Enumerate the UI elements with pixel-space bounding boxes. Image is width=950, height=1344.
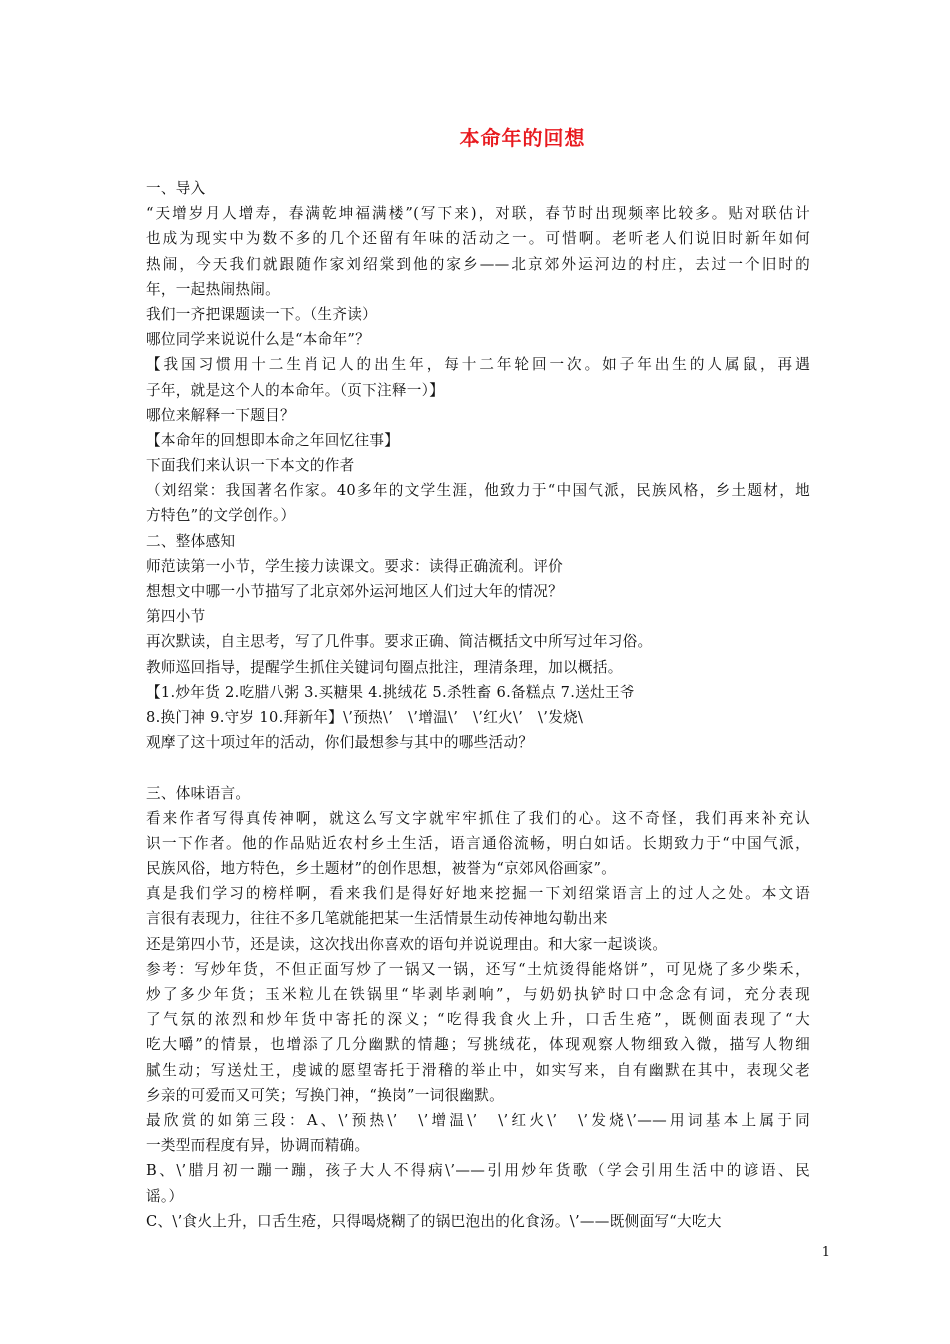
text-line: 二、整体感知 [146,532,236,550]
page-number: 1 [821,1245,830,1260]
text-line: “天增岁月人增寿，春满乾坤福满楼”(写下来)，对联，春节时出现频率比较多。贴对联估计 [146,205,810,223]
text-line: 民族风俗，地方特色，乡土题材”的创作思想，被誉为“京郊风俗画家”。 [146,860,617,878]
text-line: 也成为现实中为数不多的几个还留有年味的活动之一。可惜啊。老听老人们说旧时新年如何 [146,230,810,248]
text-line: 再次默读，自主思考，写了几件事。要求正确、简洁概括文中所写过年习俗。 [146,633,653,651]
document-body [146,176,810,1234]
text-line: 最欣赏的如第三段：A、\’预热\’ \’增温\’ \’红火\’ \’发烧\’——用词基本上属于同 [146,1111,810,1129]
text-line: 教师巡回指导，提醒学生抓住关键词句圈点批注，理清条理，加以概括。 [146,658,623,676]
text-line: 看来作者写得真传神啊，就这么写文字就牢牢抓住了我们的心。这不奇怪，我们再来补充认 [146,809,810,827]
text-line: 第四小节 [146,608,206,626]
blank-line [146,755,810,780]
text-line: 观摩了这十项过年的活动，你们最想参与其中的哪些活动？ [146,734,534,752]
text-line: 热闹，今天我们就跟随作家刘绍棠到他的家乡——北京郊外运河边的村庄，去过一个旧时的 [146,255,810,273]
text-line: 我们一齐把课题读一下。（生齐读） [146,305,378,323]
text-line: 下面我们来认识一下本文的作者 [146,457,355,475]
text-line: 方特色”的文学创作。） [146,507,296,525]
text-line: 【1.炒年货 2.吃腊八粥 3.买糖果 4.挑绒花 5.杀牲畜 6.备糕点 7.送灶王爷 [146,683,635,701]
text-line: 三、体味语言。 [146,784,251,802]
text-line: 腻生动；写送灶王，虔诚的愿望寄托于滑稽的举止中，如实写来，自有幽默在其中，表现父老 [146,1061,810,1079]
text-line: 识一下作者。他的作品贴近农村乡土生活，语言通俗流畅，明白如话。长期致力于“中国气派， [146,834,810,852]
text-line: 哪位同学来说说什么是“本命年”？ [146,331,371,349]
text-line: 真是我们学习的榜样啊，看来我们是得好好地来挖掘一下刘绍棠语言上的过人之处。本文语 [146,885,810,903]
text-line: （刘绍棠：我国著名作家。40多年的文学生涯，他致力于“中国气派，民族风格，乡土题材，地 [146,482,810,500]
text-line: 一类型而程度有异，协调而精确。 [146,1137,370,1155]
text-line: 【本命年的回想即本命之年回忆往事】 [146,431,400,449]
text-line: 炒了多少年货；玉米粒儿在铁锅里“毕剥毕剥响”，与奶奶执铲时口中念念有词，充分表现 [146,986,810,1003]
text-line: 8.换门神 9.守岁 10.拜新年】\’预热\’ \’增温\’ \’红火\’ \’发烧\ [146,708,584,726]
text-line: B、\’腊月初一蹦一蹦，孩子大人不得病\’——引用炒年货歌（学会引用生活中的谚语、民 [146,1162,810,1180]
text-line: 参考：写炒年货，不但正面写炒了一锅又一锅，还写“土炕烫得能烙饼”，可见烧了多少柴禾， [146,960,810,978]
document-title: 本命年的回想 [459,126,586,150]
text-line: 还是第四小节，还是读，这次找出你喜欢的语句并说说理由。和大家一起谈谈。 [146,935,668,953]
text-line: 吃大嚼”的情景，也增添了几分幽默的情趣；写挑绒花，体现观察人物细致入微，描写人物细 [146,1036,810,1054]
text-line: 谣。） [146,1187,184,1205]
text-line: 一、导入 [146,180,206,197]
text-line: C、\’食火上升，口舌生疮，只得喝烧糊了的锅巴泡出的化食汤。\’——既侧面写“大吃大 [146,1212,722,1230]
text-line: 哪位来解释一下题目？ [146,406,295,424]
text-line: 年，一起热闹热闹。 [146,280,281,298]
text-line: 言很有表现力，往往不多几笔就能把某一生活情景生动传神地勾勒出来 [146,910,608,928]
text-line: 子年，就是这个人的本命年。（页下注释一）】 [146,381,445,399]
text-line: 想想文中哪一小节描写了北京郊外运河地区人们过大年的情况？ [146,583,564,600]
text-line: 【我国习惯用十二生肖记人的出生年，每十二年轮回一次。如子年出生的人属鼠，再遇 [146,356,810,374]
text-line: 乡亲的可爱而又可笑；写换门神，“换岗”一词很幽默。 [146,1086,505,1104]
text-line: 师范读第一小节，学生接力读课文。要求：读得正确流利。评价 [146,557,564,575]
text-line: 了气氛的浓烈和炒年货中寄托的深义；“吃得我食火上升，口舌生疮”，既侧面表现了“大 [146,1011,810,1029]
